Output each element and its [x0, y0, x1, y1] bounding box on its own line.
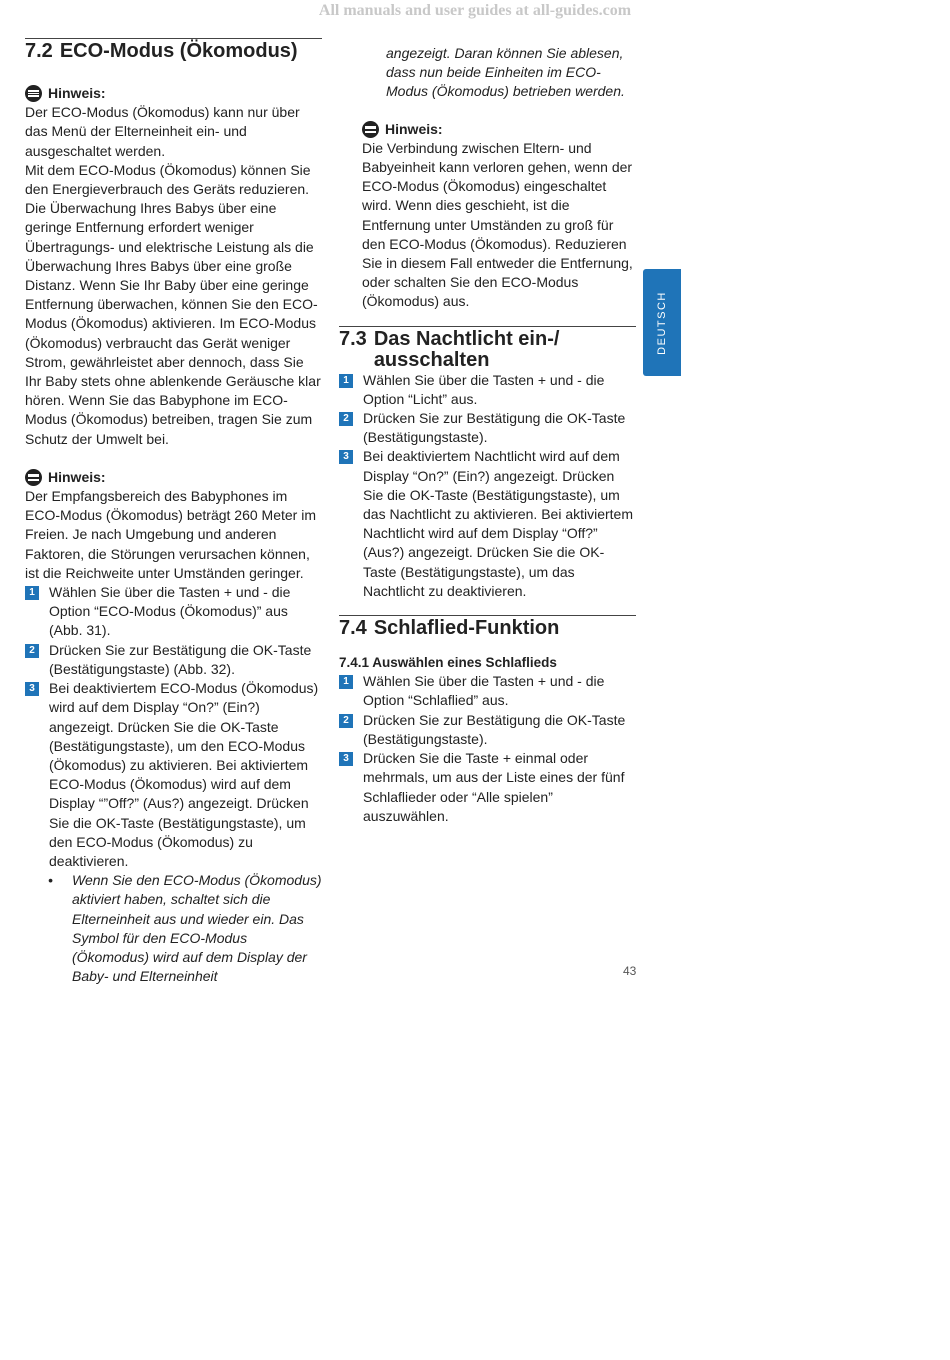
- bullet-text: Wenn Sie den ECO-Modus (Ökomodus) aktiviert haben, schaltet sich die Elterneinheit aus und wieder ein. Das Symbol für den ECO-Modus (Ökomodus) wird auf dem Display der Baby- und Elterneinheit: [72, 872, 322, 985]
- step-text: Bei deaktiviertem ECO-Modus (Ökomodus) wird auf dem Display “On?” (Ein?) angezeigt. Drücken Sie die OK-Taste (Bestätigungstaste), um den ECO-Modus (Ökomodus) zu aktivieren. Bei aktiviertem ECO-Modus (Ökomodus) wird auf dem Display “”Off?” (Aus?) angezeigt. Drücken Sie die OK-Taste (Bestätigungstaste), um den ECO-Modus (Ökomodus) zu deaktivieren.: [49, 680, 319, 869]
- section-rule: [25, 38, 322, 39]
- note-label: Hinweis:: [385, 120, 443, 137]
- step-number: 1: [25, 586, 39, 600]
- step-number: 1: [339, 675, 353, 689]
- paragraph: Mit dem ECO-Modus (Ökomodus) können Sie den Energieverbrauch des Geräts reduzieren. Die Überwachung Ihres Babys über eine geringe Entfernung erfordert weniger Übertragungs- und elektrische Leistung als die Überwachung Ihres Babys über eine große Distanz. Wenn Sie Ihr Baby über eine geringe Entfernung überwachen, können Sie den ECO-Modus (Ökomodus) aktivieren. Im ECO-Modus (Ökomodus) verbraucht das Gerät weniger Strom, gewährleistet aber dennoch, dass Sie Ihr Baby stets ohne ablenkende Geräusche klar hören. Wenn Sie das Babyphone im ECO-Modus (Ökomodus) betreiben, tragen Sie zum Schutz der Umwelt bei.: [25, 161, 321, 447]
- left-column: [25, 38, 322, 986]
- step-text: Wählen Sie über die Tasten + und - die Option “Licht” aus.: [363, 371, 605, 407]
- step-list: [339, 672, 636, 826]
- watermark: All manuals and user guides at all-guides.com: [318, 2, 632, 19]
- section-title: Schlaflied-Funktion: [373, 617, 560, 640]
- section-heading-7-2: [25, 41, 322, 62]
- note-label: Hinweis:: [48, 468, 106, 485]
- step-number: 1: [339, 374, 353, 388]
- step-text: Wählen Sie über die Tasten + und - die Option “Schlaflied” aus.: [363, 673, 605, 709]
- step-number: 3: [339, 450, 353, 464]
- language-tab-label: DEUTSCH: [656, 290, 668, 355]
- note-label: Hinweis:: [48, 85, 106, 101]
- step-text: Drücken Sie zur Bestätigung die OK-Taste (Bestätigungstaste) (Abb. 32).: [49, 641, 312, 677]
- page-number: 43: [623, 964, 637, 978]
- step-text: Bei deaktiviertem Nachtlicht wird auf dem Display “On?” (Ein?) angezeigt. Drücken Sie die OK-Taste (Bestätigungstaste), um das Nachtlicht zu aktivieren. Bei aktiviertem Nachtlicht wird auf dem Display “Off?” (Aus?) angezeigt. Drücken Sie die OK-Taste (Bestätigungstaste), um das Nachtlicht zu deaktivieren.: [363, 448, 633, 599]
- step-item: [339, 672, 636, 710]
- step-item: [25, 679, 322, 871]
- bullet-item: [48, 871, 322, 986]
- step-item: [339, 447, 636, 601]
- note-text: Der ECO-Modus (Ökomodus) kann nur über das Menü der Elterneinheit ein- und ausgeschaltet werden.: [25, 104, 300, 159]
- step-list: [339, 371, 636, 601]
- section-rule: [339, 326, 636, 327]
- note-heading: [25, 84, 322, 103]
- note-text: Die Verbindung zwischen Eltern- und Babyeinheit kann verloren gehen, wenn der ECO-Modus (Ökomodus) eingeschaltet wird. Wenn dies geschieht, ist die Entfernung unter Umständen zu groß für den ECO-Modus (Ökomodus). Reduzieren Sie in diesem Fall entweder die Entfernung, oder schalten Sie den ECO-Modus (Ökomodus) aus.: [362, 139, 633, 310]
- section-heading-7-4: [339, 618, 636, 639]
- step-text: Drücken Sie die Taste + einmal oder mehrmals, um aus der Liste eines der fünf Schlaflieder oder “Alle spielen” auszuwählen.: [363, 750, 625, 824]
- section-number: 7.2: [25, 40, 53, 62]
- right-column: [339, 44, 636, 826]
- language-tab: [643, 269, 681, 376]
- note-heading: [362, 120, 636, 139]
- note-icon: [362, 121, 379, 138]
- section-rule: [339, 615, 636, 616]
- section-number: 7.4: [339, 617, 367, 640]
- section-heading-7-3: [339, 329, 636, 371]
- step-item: [339, 711, 636, 749]
- note-text: Der Empfangsbereich des Babyphones im ECO-Modus (Ökomodus) beträgt 260 Meter im Freien. Je nach Umgebung und anderen Faktoren, die Störungen verursachen können, ist die Reichweite unter Umständen geringer.: [25, 488, 316, 581]
- step-number: 3: [339, 752, 353, 766]
- subsection-heading: 7.4.1 Auswählen eines Schlaflieds: [339, 655, 557, 671]
- note-heading: [25, 468, 322, 487]
- step-number: 2: [339, 412, 353, 426]
- note-icon: [25, 469, 42, 486]
- step-item: [339, 409, 636, 447]
- step-number: 3: [25, 682, 39, 696]
- section-number: 7.3: [339, 327, 367, 350]
- step-item: [339, 749, 636, 826]
- bullet-marker: •: [48, 872, 53, 889]
- step-item: [339, 371, 636, 409]
- section-title: Das Nachtlicht ein-/ ausschalten: [373, 327, 560, 371]
- step-number: 2: [339, 714, 353, 728]
- step-item: [25, 641, 322, 679]
- bullet-continuation: angezeigt. Daran können Sie ablesen, dass nun beide Einheiten im ECO-Modus (Ökomodus) betrieben werden.: [386, 45, 625, 100]
- step-item: [25, 583, 322, 641]
- step-text: Drücken Sie zur Bestätigung die OK-Taste (Bestätigungstaste).: [363, 711, 626, 747]
- note-icon: [25, 85, 42, 102]
- step-number: 2: [25, 644, 39, 658]
- step-text: Drücken Sie zur Bestätigung die OK-Taste (Bestätigungstaste).: [363, 410, 626, 446]
- section-title: ECO-Modus (Ökomodus): [59, 40, 298, 62]
- step-text: Wählen Sie über die Tasten + und - die Option “ECO-Modus (Ökomodus)” aus (Abb. 31).: [49, 584, 291, 639]
- step-list: [25, 583, 322, 871]
